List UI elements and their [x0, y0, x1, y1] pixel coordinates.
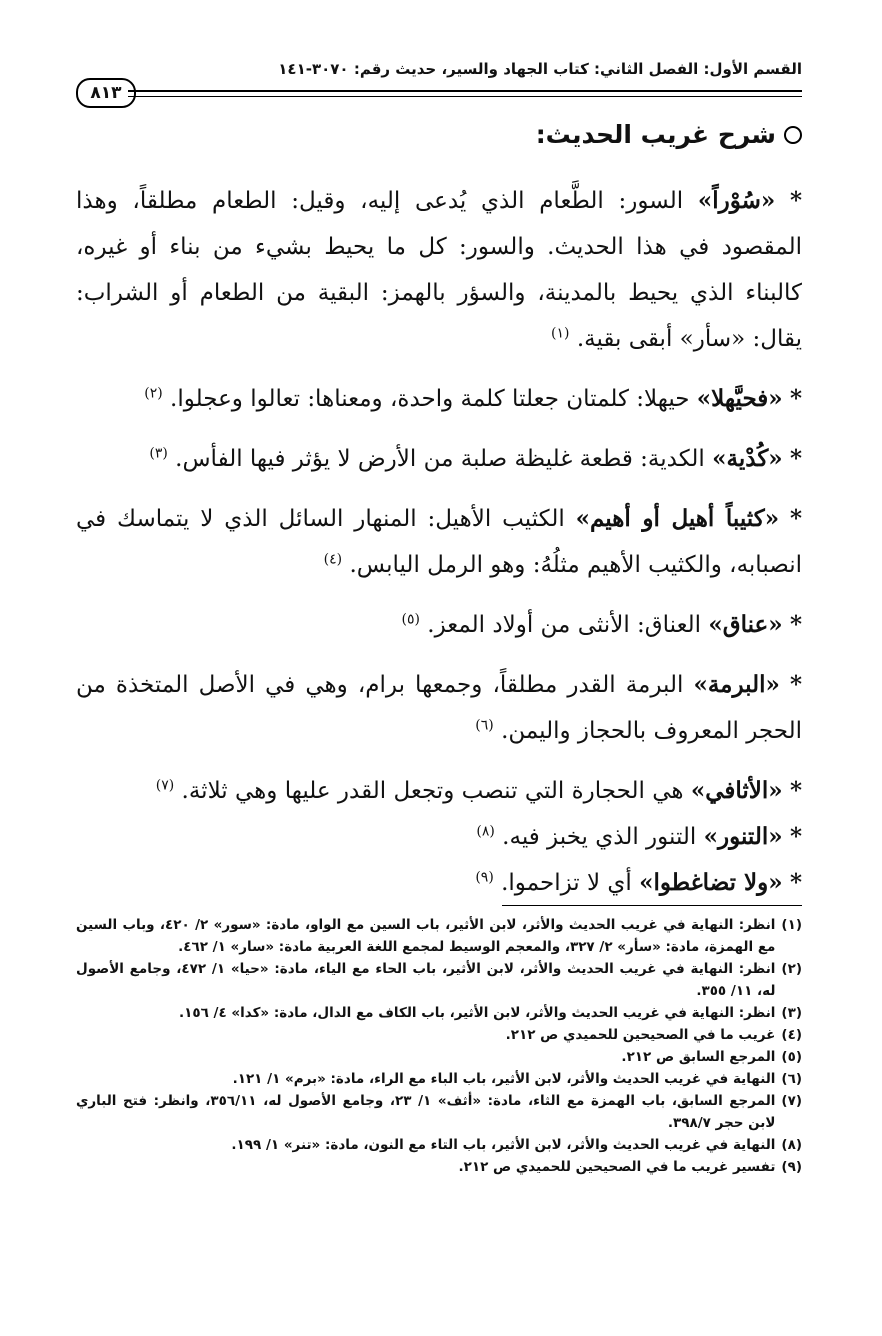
footnote-text: انظر: النهاية في غريب الحديث والأثر، لابن الأثير، باب السين مع الواو، مادة: «سور» ٢/ ٤٢٠، وباب السين مع الهمزة، مادة: «سأر» ٢/ ٣٢٧، والمعجم الوسيط لمجمع اللغة العربية مادة: «سار» ١/ ٤٦٢.	[76, 917, 776, 955]
star-icon: *	[789, 671, 802, 698]
footnote-separator	[502, 905, 802, 906]
glossary-definition: حيهلا: كلمتان جعلتا كلمة واحدة، ومعناها: تعالوا وعجلوا.	[170, 386, 697, 412]
glossary-entry	[76, 814, 802, 860]
star-icon: *	[789, 823, 802, 850]
footnote	[76, 1068, 802, 1090]
glossary-definition: التنور الذي يخبز فيه.	[502, 824, 704, 850]
glossary-term: «كُدْية»	[712, 445, 783, 472]
footnote-text: انظر: النهاية في غريب الحديث والأثر، لابن الأثير، باب الحاء مع الياء، مادة: «حيا» ١/ ٤٧٢، وجامع الأصول له، ١١/ ٣٥٥.	[76, 961, 776, 999]
footnote-text: النهاية في غريب الحديث والأثر، لابن الأثير، باب التاء مع النون، مادة: «تنر» ١/ ١٩٩.	[231, 1137, 776, 1153]
star-icon: *	[789, 385, 802, 412]
footnote-ref[interactable]: (٣)	[149, 445, 168, 462]
glossary-definition: أي لا تزاحموا.	[501, 870, 640, 896]
footnotes	[76, 914, 802, 1178]
footnote-number: (٨)	[781, 1137, 802, 1153]
footnote-number: (٤)	[781, 1027, 802, 1043]
footnote-ref[interactable]: (٩)	[475, 869, 494, 886]
footnote-ref[interactable]: (٧)	[155, 777, 175, 794]
glossary-term: «سُوْراً»	[697, 187, 776, 214]
glossary-entry	[76, 662, 802, 754]
footnote	[76, 1002, 802, 1024]
glossary-body	[76, 178, 802, 906]
glossary-definition: هي الحجارة التي تنصب وتجعل القدر عليها وهي ثلاثة.	[181, 778, 691, 804]
star-icon: *	[789, 505, 803, 532]
footnote-text: غريب ما في الصحيحين للحميدي ص ٢١٢.	[505, 1027, 776, 1043]
footnote	[76, 958, 802, 1002]
footnote-number: (١)	[781, 917, 802, 933]
star-icon: *	[789, 445, 802, 472]
glossary-term: «التنور»	[703, 823, 783, 850]
footnote-ref[interactable]: (٤)	[323, 551, 343, 568]
footnote	[76, 1156, 802, 1178]
footnote-text: تفسير غريب ما في الصحيحين للحميدي ص ٢١٢.	[458, 1159, 776, 1175]
glossary-term: «فحيَّهلا»	[696, 385, 783, 412]
glossary-definition: العناق: الأنثى من أولاد المعز.	[427, 612, 709, 638]
footnote	[76, 1090, 802, 1134]
footnote-ref[interactable]: (٨)	[476, 823, 495, 840]
glossary-entry	[76, 602, 802, 648]
star-icon: *	[789, 777, 802, 804]
glossary-term: «الأثافي»	[690, 777, 783, 804]
footnote-text: المرجع السابق، باب الهمزة مع الثاء، مادة: «أثف» ١/ ٢٣، وجامع الأصول له، ٣٥٦/١١، وانظر: فتح الباري لابن حجر ٣٩٨/٧.	[76, 1093, 776, 1131]
glossary-entry	[76, 496, 802, 588]
star-icon: *	[789, 187, 802, 214]
footnote	[76, 1134, 802, 1156]
footnote-ref[interactable]: (١)	[551, 325, 570, 342]
footnote-text: انظر: النهاية في غريب الحديث والأثر، لابن الأثير، باب الكاف مع الدال، مادة: «كدا» ٤/ ١٥٦.	[178, 1005, 776, 1021]
footnote-number: (٣)	[781, 1005, 802, 1021]
footnote	[76, 1046, 802, 1068]
glossary-term: «عناق»	[708, 611, 783, 638]
footnote-ref[interactable]: (٥)	[401, 611, 420, 628]
star-icon: *	[789, 611, 802, 638]
glossary-term: «كثيباً أهيل أو أهيم»	[575, 505, 780, 532]
running-header: القسم الأول: الفصل الثاني: كتاب الجهاد والسير، حديث رقم: ٣٠٧٠-١٤١	[278, 60, 802, 78]
section-title	[536, 120, 802, 149]
footnote-ref[interactable]: (٢)	[144, 385, 163, 402]
footnote-number: (٧)	[781, 1093, 802, 1109]
footnote	[76, 1024, 802, 1046]
glossary-term: «ولا تضاغطوا»	[639, 869, 783, 896]
glossary-entry	[76, 768, 802, 814]
footnote-number: (٩)	[781, 1159, 802, 1175]
header-rule	[128, 90, 802, 92]
page-number: ٨١٣	[76, 78, 136, 108]
glossary-entry	[76, 860, 802, 906]
glossary-term: «البرمة»	[693, 671, 780, 698]
circle-bullet-icon	[784, 126, 802, 144]
glossary-definition: الكثيب الأهيل: المنهار السائل الذي لا يتماسك في انصبابه، والكثيب الأهيم مثلُهُ: وهو الرمل اليابس.	[76, 506, 802, 578]
glossary-entry	[76, 376, 802, 422]
footnote-number: (٢)	[781, 961, 802, 977]
section-title-text: شرح غريب الحديث:	[535, 120, 776, 149]
glossary-entry	[76, 178, 802, 362]
footnote-ref[interactable]: (٦)	[475, 717, 494, 734]
glossary-definition: الكدية: قطعة غليظة صلبة من الأرض لا يؤثر فيها الفأس.	[175, 446, 713, 472]
glossary-definition: البرمة القدر مطلقاً، وجمعها برام، وهي في الأصل المتخذة من الحجر المعروف بالحجاز واليمن.	[76, 672, 802, 744]
header-rule-thin	[128, 96, 802, 97]
star-icon: *	[789, 869, 802, 896]
footnote	[76, 914, 802, 958]
glossary-definition: السور: الطَّعام الذي يُدعى إليه، وقيل: الطعام مطلقاً، وهذا المقصود في هذا الحديث. والسور: كل ما يحيط بشيء من بناء أو غيره، كالبناء الذي يحيط بالمدينة، والسؤر بالهمز: البقية من الطعام أو الشراب: يقال: «سأر» أبقى بقية.	[76, 188, 802, 352]
footnote-number: (٥)	[781, 1049, 802, 1065]
footnote-number: (٦)	[781, 1071, 802, 1087]
footnote-text: المرجع السابق ص ٢١٢.	[621, 1049, 776, 1065]
glossary-entry	[76, 436, 802, 482]
footnote-text: النهاية في غريب الحديث والأثر، لابن الأثير، باب الباء مع الراء، مادة: «برم» ١/ ١٢١.	[232, 1071, 776, 1087]
